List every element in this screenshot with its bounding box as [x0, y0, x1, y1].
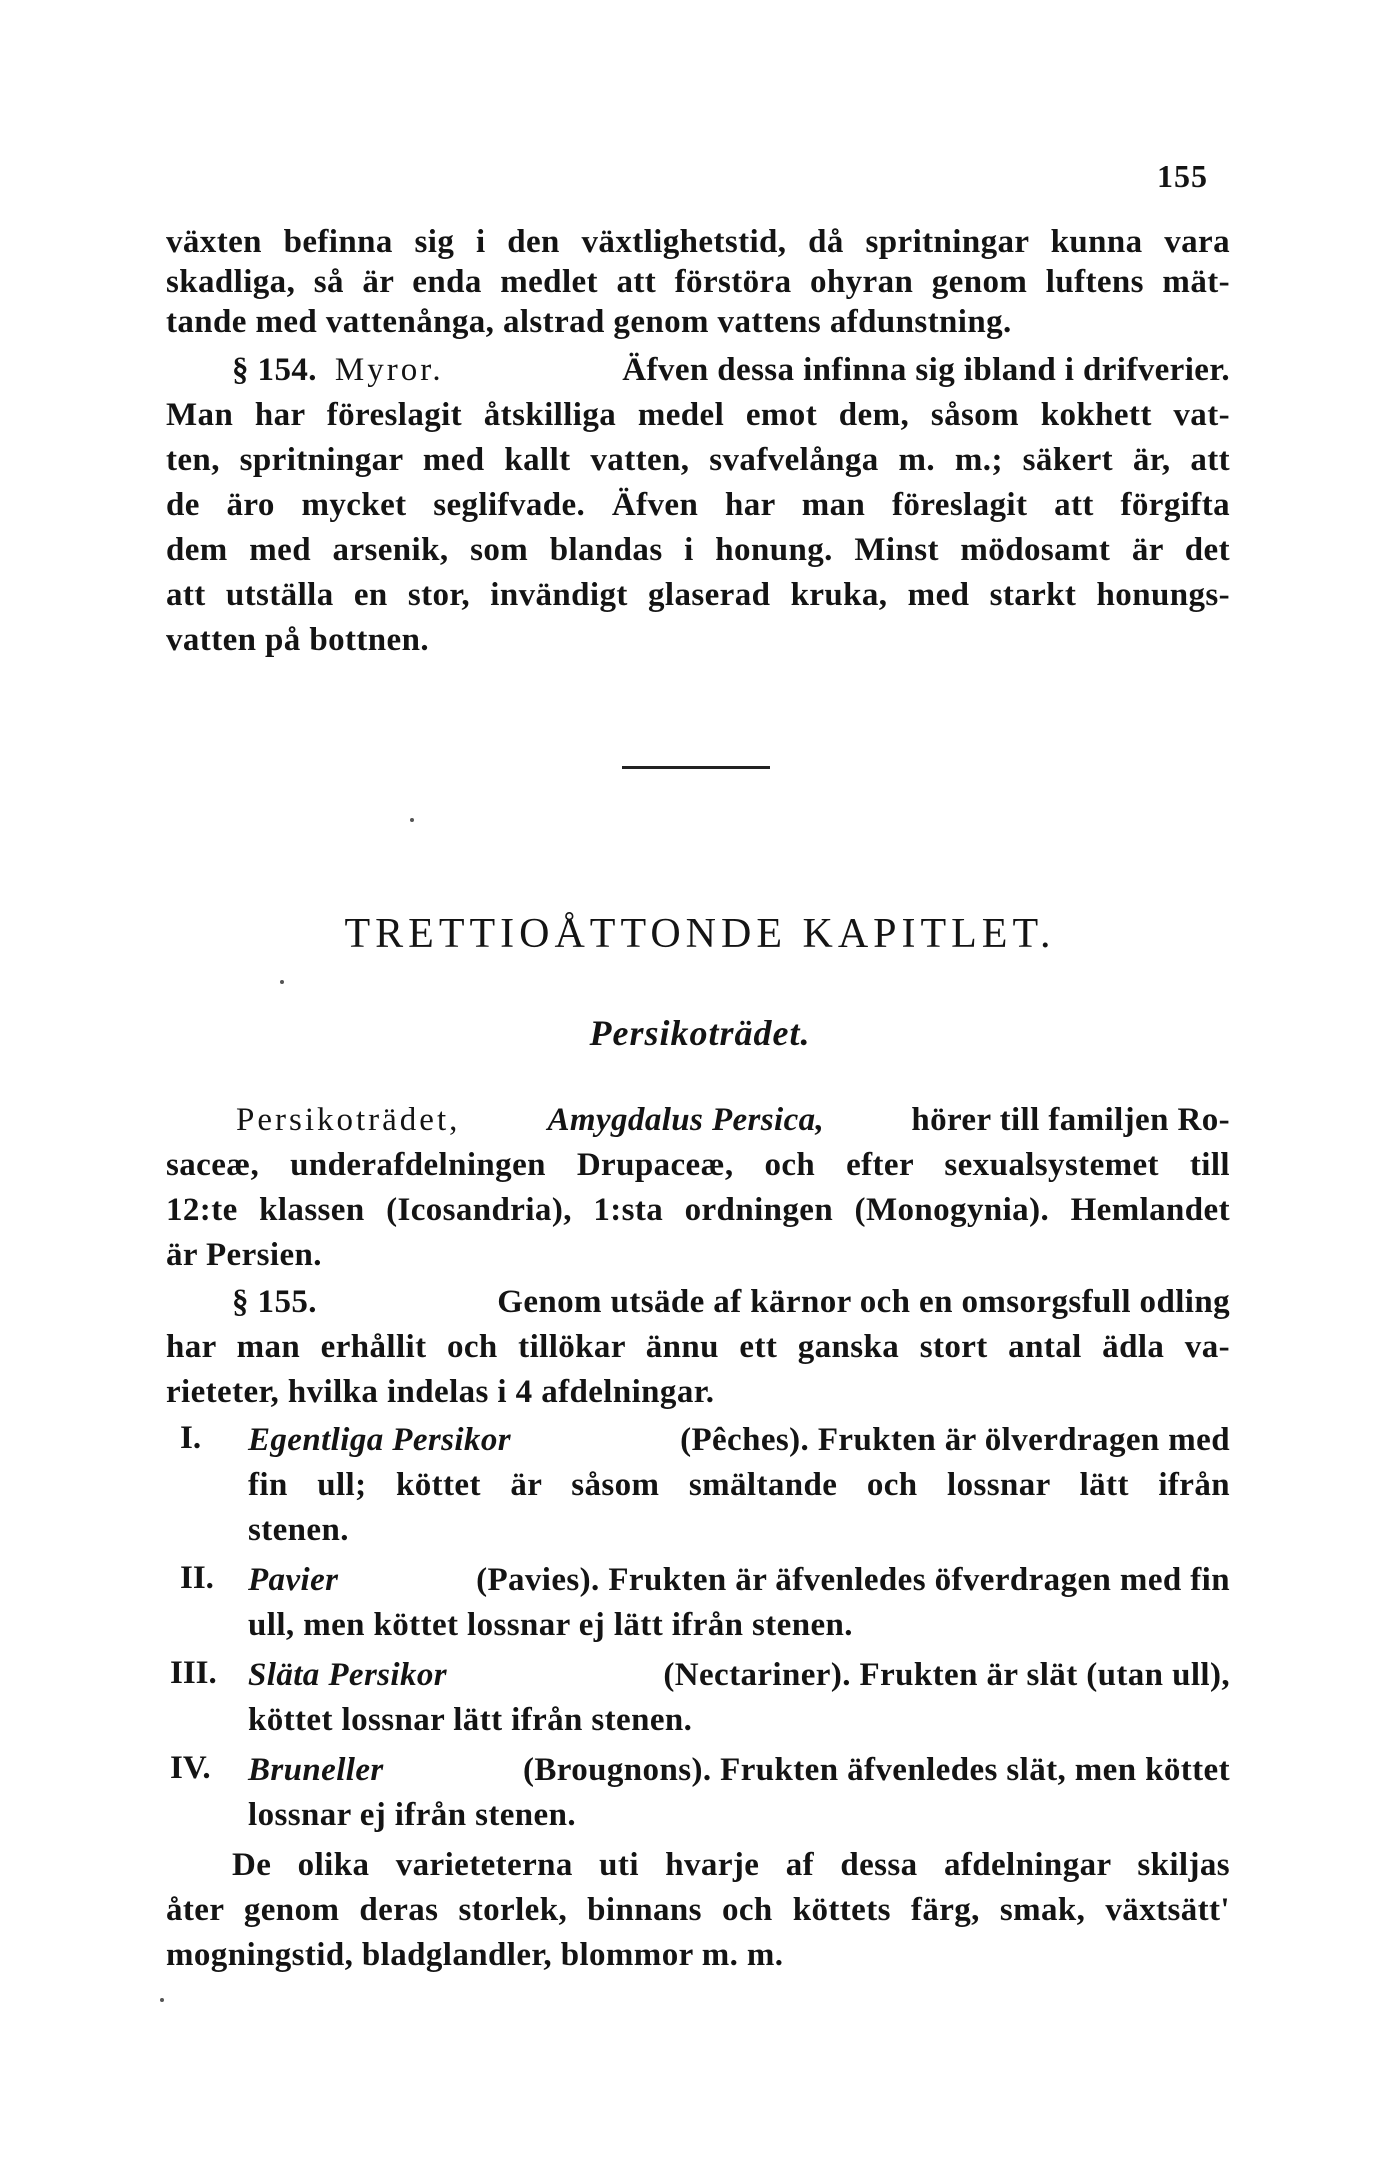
text-line: rieteter, hvilka indelas i 4 afdelningar.	[166, 1374, 715, 1410]
section-marker: § 154.	[232, 352, 317, 388]
page-number: 155	[1157, 158, 1208, 194]
latin-name: Amygdalus Persica,	[547, 1102, 825, 1138]
print-speck	[410, 818, 414, 822]
print-speck	[160, 1998, 164, 2002]
text-fragment: hörer till familjen Ro-	[911, 1102, 1230, 1138]
division-numeral: III.	[170, 1655, 217, 1691]
division-first-line	[248, 1750, 1230, 1790]
text-line: Man har föreslagit åtskilliga medel emot dem, såsom kokhett vat-	[166, 397, 1230, 433]
text-line: skadliga, så är enda medlet att förstöra ohyran genom luftens mät-	[166, 264, 1230, 300]
chapter-subtitle: Persikoträdet.	[589, 1013, 811, 1053]
text-line: att utställa en stor, invändigt glaserad kruka, med starkt honungs-	[166, 577, 1230, 613]
section-marker: § 155.	[232, 1284, 317, 1320]
section-155-first-line	[232, 1282, 1230, 1322]
intro-first-line	[236, 1100, 1230, 1140]
section-heading: Myror.	[334, 352, 444, 388]
print-speck	[280, 980, 284, 984]
chapter-title: TRETTIOÅTTONDE KAPITLET.	[344, 911, 1056, 957]
text-fragment: (Pêches). Frukten är ölverdragen med	[680, 1422, 1230, 1458]
text-line: lossnar ej ifrån stenen.	[248, 1797, 576, 1833]
division-numeral: II.	[180, 1560, 214, 1596]
section-divider	[622, 766, 770, 769]
division-first-line	[248, 1655, 1230, 1695]
text-fragment: Persikoträdet,	[236, 1102, 461, 1138]
text-fragment: (Brougnons). Frukten äfvenledes slät, men köttet	[523, 1752, 1230, 1788]
text-line: vatten på bottnen.	[166, 622, 429, 658]
text-line: 12:te klassen (Icosandria), 1:sta ordningen (Monogynia). Hemlandet	[166, 1192, 1230, 1228]
text-line: stenen.	[248, 1512, 349, 1548]
text-line: växten befinna sig i den växtlighetstid, då spritningar kunna vara	[166, 224, 1230, 260]
text-line: mogningstid, bladglandler, blommor m. m.	[166, 1937, 784, 1973]
division-name: Pavier	[248, 1562, 339, 1598]
division-name: Egentliga Persikor	[248, 1422, 511, 1458]
division-numeral: IV.	[170, 1750, 211, 1786]
text-fragment: (Pavies). Frukten är äfvenledes öfverdragen med fin	[476, 1562, 1230, 1598]
division-name: Bruneller	[248, 1752, 384, 1788]
division-first-line	[248, 1560, 1230, 1600]
section-154-first-line	[232, 350, 1230, 390]
text-fragment: Äfven dessa infinna sig ibland i drifverier.	[622, 352, 1230, 388]
text-line: ten, spritningar med kallt vatten, svafvelånga m. m.; säkert är, att	[166, 442, 1230, 478]
text-line: köttet lossnar lätt ifrån stenen.	[248, 1702, 693, 1738]
text-line: tande med vattenånga, alstrad genom vattens afdunstning.	[166, 304, 1012, 340]
division-numeral: I.	[180, 1420, 202, 1456]
text-line: är Persien.	[166, 1237, 322, 1273]
text-line: har man erhållit och tillökar ännu ett ganska stort antal ädla va-	[166, 1329, 1230, 1365]
text-fragment: Genom utsäde af kärnor och en omsorgsfull odling	[497, 1284, 1230, 1320]
text-fragment: (Nectariner). Frukten är slät (utan ull),	[663, 1657, 1230, 1693]
division-first-line	[248, 1420, 1230, 1460]
text-line: De olika varieteterna uti hvarje af dessa afdelningar skiljas	[232, 1847, 1230, 1883]
division-name: Släta Persikor	[248, 1657, 448, 1693]
text-line: dem med arsenik, som blandas i honung. Minst mödosamt är det	[166, 532, 1230, 568]
text-line: saceæ, underafdelningen Drupaceæ, och efter sexualsystemet till	[166, 1147, 1230, 1183]
text-line: fin ull; köttet är såsom smältande och lossnar lätt ifrån	[248, 1467, 1230, 1503]
text-line: ull, men köttet lossnar ej lätt ifrån stenen.	[248, 1607, 853, 1643]
text-line: de äro mycket seglifvade. Äfven har man föreslagit att förgifta	[166, 487, 1230, 523]
text-line: åter genom deras storlek, binnans och köttets färg, smak, växtsätt'	[166, 1892, 1230, 1928]
